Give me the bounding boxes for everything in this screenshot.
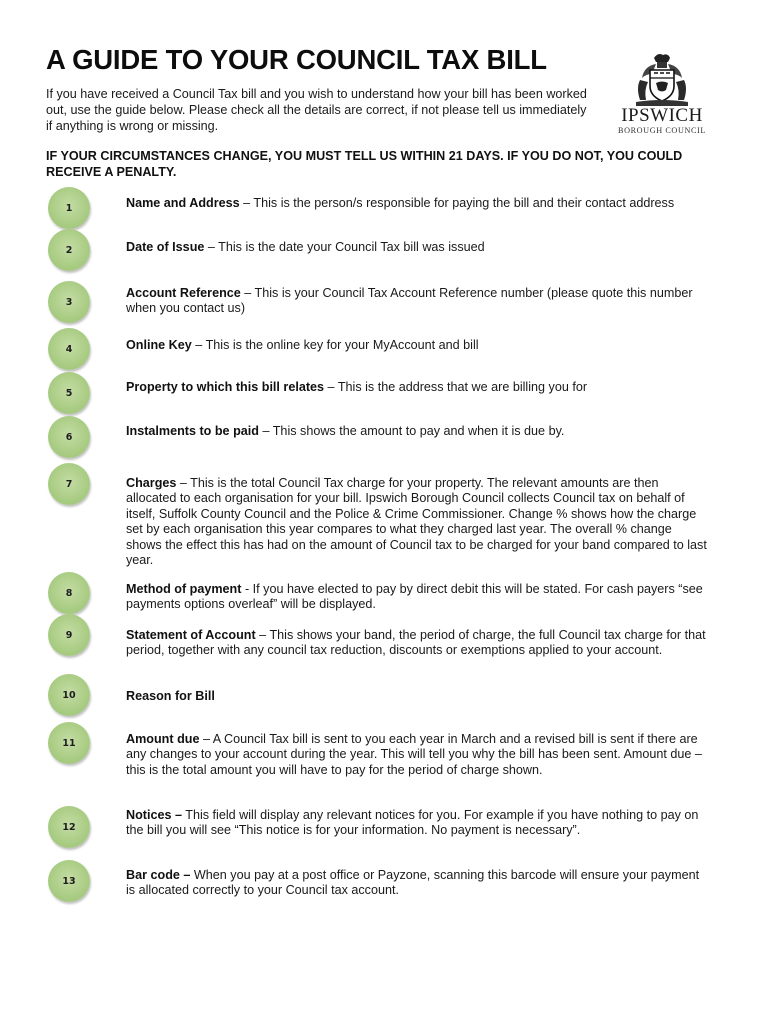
item-description (126, 628, 708, 659)
item-label: Amount due (126, 732, 200, 746)
item-text: – This is the online key for your MyAccount and bill (191, 338, 479, 352)
item-description (126, 286, 708, 317)
item-text: This field will display any relevant notices for you. For example if you have nothing to pay on the bill you will see “This notice is for your information. No payment is necessary”. (126, 808, 699, 838)
item-number-badge: 7 (48, 463, 90, 505)
item-number-badge: 12 (48, 806, 90, 848)
item-label: Instalments to be paid (126, 424, 259, 438)
item-description (126, 424, 708, 439)
logo-subtitle: BOROUGH COUNCIL (618, 126, 706, 135)
item-label: Bar code – (126, 868, 191, 882)
item-description (126, 476, 708, 568)
council-logo (614, 52, 710, 136)
item-description (126, 240, 708, 255)
item-label: Method of payment (126, 582, 242, 596)
item-text: - If you have elected to pay by direct debit this will be stated. For cash payers “see payments options overleaf” will be displayed. (126, 582, 703, 612)
item-number-badge: 10 (48, 674, 90, 716)
item-description (126, 196, 708, 211)
item-text: When you pay at a post office or Payzone, scanning this barcode will ensure your payment is allocated correctly to your Council tax account. (126, 868, 700, 898)
item-number-badge: 3 (48, 281, 90, 323)
item-label: Property to which this bill relates (126, 380, 325, 394)
coat-of-arms-icon (632, 52, 692, 106)
item-text: – This is the address that we are billing you for (324, 380, 588, 394)
item-number-badge: 5 (48, 372, 90, 414)
item-label: Statement of Account (126, 628, 256, 642)
item-label: Reason for Bill (126, 689, 215, 703)
item-number-badge: 9 (48, 614, 90, 656)
item-label: Account Reference (126, 286, 241, 300)
item-text: – This shows your band, the period of charge, the full Council tax charge for that period, together with any council tax reduction, discounts or exemptions applied to your account. (126, 628, 706, 658)
item-number-badge: 13 (48, 860, 90, 902)
item-description (126, 808, 708, 839)
item-description (126, 338, 708, 353)
item-text: – A Council Tax bill is sent to you each year in March and a revised bill is sent if there are any changes to your account during the year. This will tell you why the bill has been sent. Amount due – this is the total amount you will have to pay for the period of charge shown. (126, 732, 702, 777)
item-description (126, 868, 708, 899)
item-number-badge: 2 (48, 229, 90, 271)
item-label: Notices – (126, 808, 182, 822)
item-text: – This is the total Council Tax charge for your property. The relevant amounts are then allocated to each organisation for your bill. Ipswich Borough Council collects Council tax on behalf of itself, Suffolk County Council and the Police & Crime Commissioner. Change % shows how the charge set by each organisation this year compares to what they charged last year. The overall % change shows the effect this has had on the amount of Council tax to be charged for your band compared to last year. (126, 476, 707, 568)
item-description (126, 689, 708, 704)
item-number-badge: 6 (48, 416, 90, 458)
item-number-badge: 1 (48, 187, 90, 229)
logo-wordmark: IPSWICH (621, 105, 703, 126)
item-number-badge: 4 (48, 328, 90, 370)
item-description (126, 732, 708, 778)
item-label: Name and Address (126, 196, 240, 210)
item-text: – This shows the amount to pay and when it is due by. (258, 424, 565, 438)
item-number-badge: 11 (48, 722, 90, 764)
item-label: Date of Issue (126, 240, 205, 254)
item-description (126, 582, 708, 613)
penalty-warning: IF YOUR CIRCUMSTANCES CHANGE, YOU MUST TELL US WITHIN 21 DAYS. IF YOU DO NOT, YOU COULD RECEIVE A PENALTY. (46, 149, 683, 180)
item-number-badge: 8 (48, 572, 90, 614)
item-text: – This is your Council Tax Account Reference number (please quote this number when you contact us) (126, 286, 693, 316)
item-text: – This is the person/s responsible for paying the bill and their contact address (239, 196, 675, 210)
item-text: – This is the date your Council Tax bill was issued (204, 240, 485, 254)
item-description (126, 380, 708, 395)
item-label: Charges (126, 476, 177, 490)
item-label: Online Key (126, 338, 192, 352)
intro-paragraph: If you have received a Council Tax bill and you wish to understand how your bill has been worked out, use the guide below. Please check all the details are correct, if not please tell us immediately if anything is wrong or missing. (46, 87, 587, 134)
page-title: A GUIDE TO YOUR COUNCIL TAX BILL (46, 44, 547, 75)
